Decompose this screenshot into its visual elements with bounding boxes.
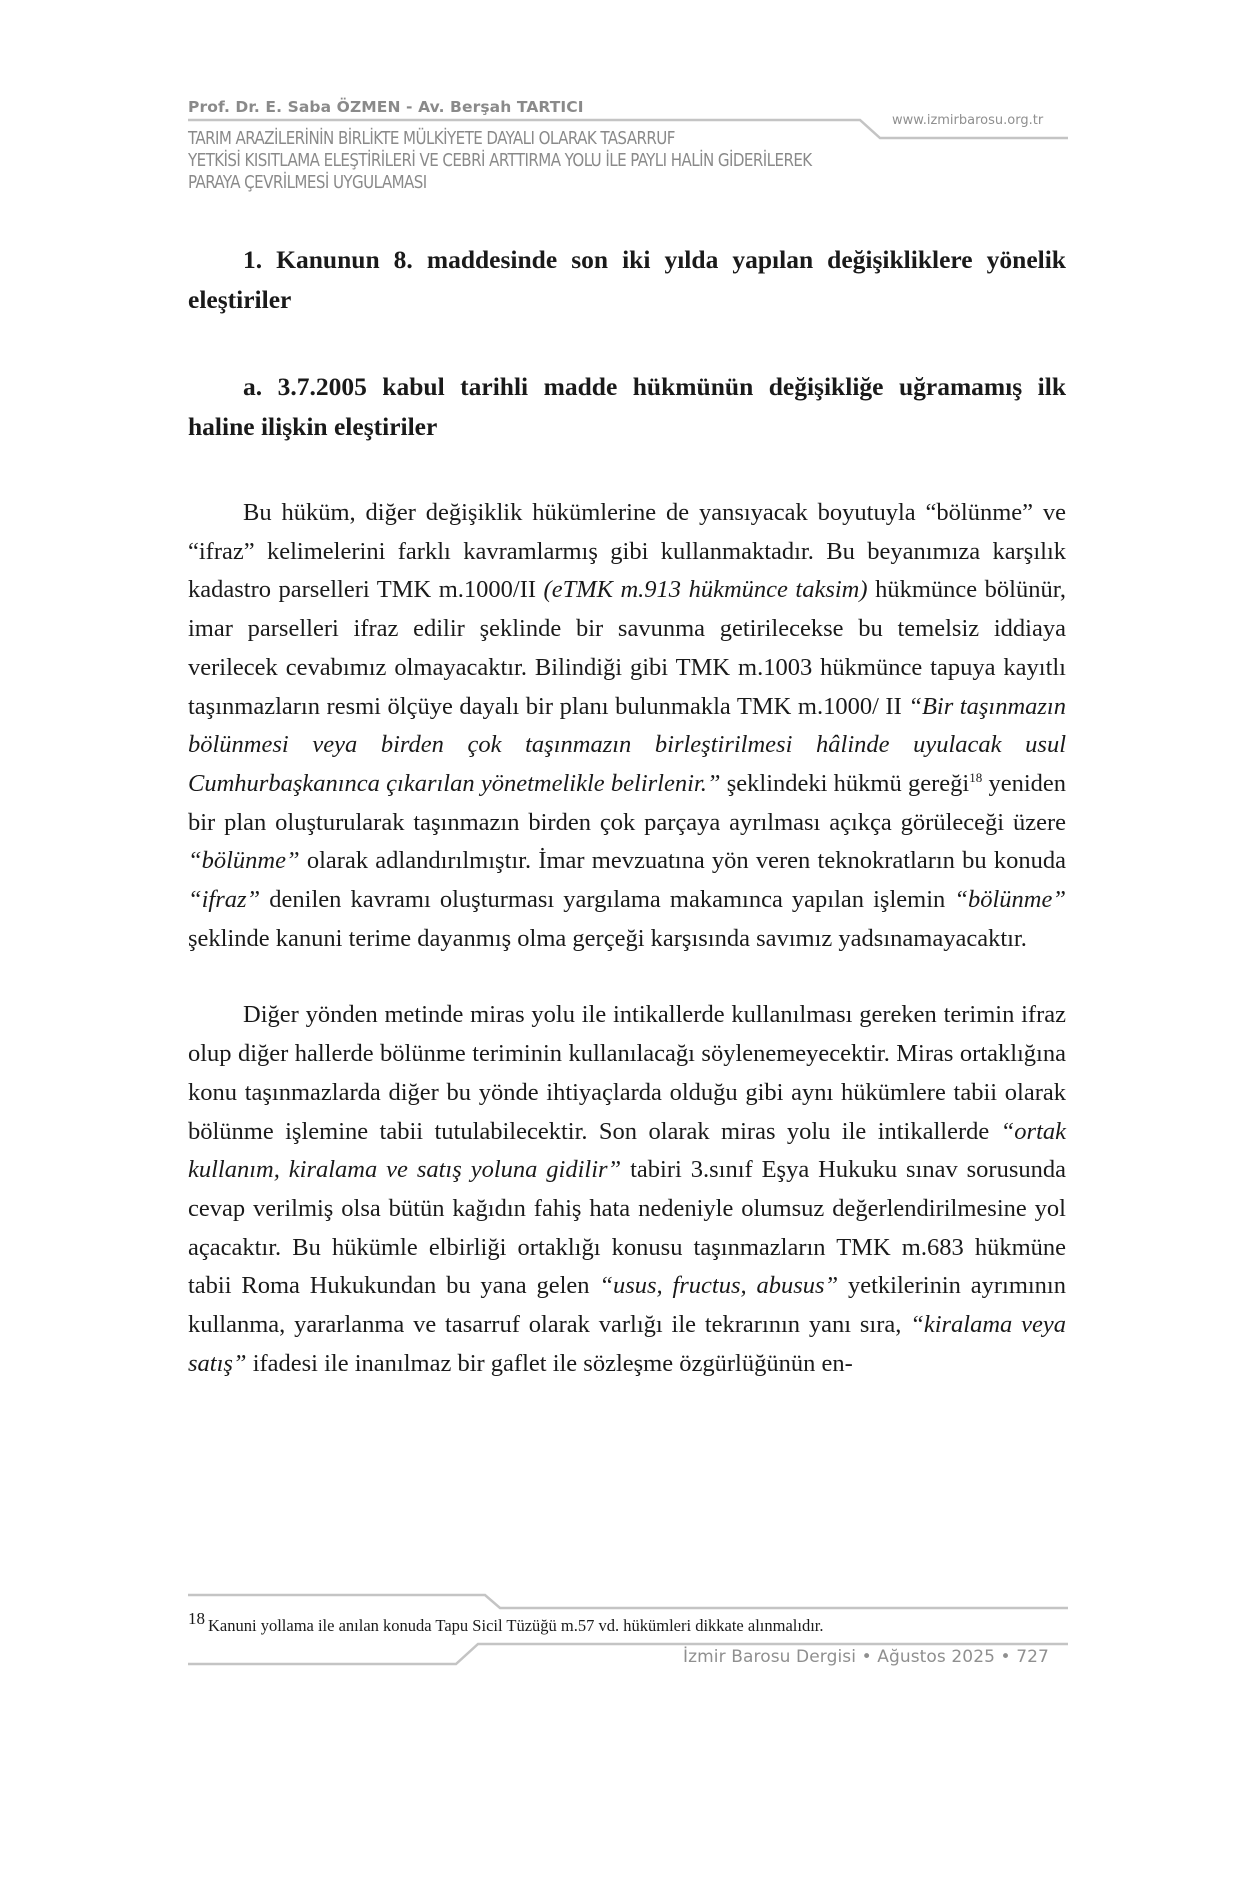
italic-quote: “kiralama veya satış” xyxy=(188,1311,1066,1377)
italic-run: “bölünme” xyxy=(954,886,1066,914)
text-run: Bu hüküm, diğer değişiklik hükümlerine de yansıyacak boyutuyla “bölünme” ve “ifraz” kelimelerini farklı kavramlarmış gibi kullanmaktadır. Bu beyanımıza karşılık kadastro parselleri TMK m.1000/II xyxy=(188,499,1066,604)
italic-run: “ifraz” xyxy=(188,886,261,914)
text-run: şeklindeki hükmü gereği xyxy=(720,769,970,797)
text-run: yetkilerinin ayrımının kullanma, yararlanma ve tasarruf olarak varlığı ile tekrarının yanı sıra, xyxy=(188,1272,1066,1339)
italic-run: (eTMK m.913 hükmünce taksim) xyxy=(543,576,868,604)
footnote-number: 18 xyxy=(188,1609,205,1628)
header-title-line: YETKİSİ KISITLAMA ELEŞTİRİLERİ VE CEBRİ ARTTIRMA YOLU İLE PAYLI HALİN GİDERİLEREK xyxy=(188,150,812,171)
text-run: tabiri 3.sınıf Eşya Hukuku sınav sorusunda cevap verilmiş olsa bütün kağıdın fahiş hata nedeniyle olumsuz değerlendirilmesine yol açacaktır. Bu hükümle elbirliği ortaklığı konusu taşınmazların TMK m.683 hükmüne tabii Roma Hukukundan bu yana gelen xyxy=(188,1156,1066,1300)
footnote xyxy=(188,1609,1068,1636)
italic-run: “bölünme” xyxy=(188,847,300,875)
italic-quote: “Bir taşınmazın bölünmesi veya birden çok taşınmazın birleştirilmesi hâlinde uyulacak usul Cumhurbaşkanınca çıkarılan yönetmelikle belirlenir.” xyxy=(188,692,1066,797)
header-authors: Prof. Dr. E. Saba ÖZMEN - Av. Berşah TARTICI xyxy=(188,98,584,116)
italic-quote: “usus, fructus, abusus” xyxy=(599,1272,839,1300)
header-title-line: TARIM ARAZİLERİNİN BİRLİKTE MÜLKİYETE DAYALI OLARAK TASARRUF xyxy=(188,128,675,149)
section-heading: 1. Kanunun 8. maddesinde son iki yılda yapılan değişikliklere yönelik eleştiriler xyxy=(188,245,1066,314)
text-run: yeniden bir plan oluşturularak taşınmazın birden çok parçaya ayrılması açıkça görüleceği üzere xyxy=(188,769,1067,836)
header-website-link[interactable]: www.izmirbarosu.org.tr xyxy=(892,113,1044,128)
text-run: denilen kavramı oluşturması yargılama makamınca yapılan işlemin xyxy=(260,886,955,914)
text-run: hükmünce bölünür, imar parselleri ifraz edilir şeklinde bir savunma getirilecekse bu temelsiz iddiaya verilecek cevabımız olmayacaktır. Bilindiği gibi TMK m.1003 hükmünce tapuya kayıtlı taşınmazların resmi ölçüye dayalı bir planı bulunmakla TMK m.1000/ II xyxy=(188,576,1067,720)
footer-journal-info: İzmir Barosu Dergisi • Ağustos 2025 • 727 xyxy=(683,1647,1049,1667)
subsection-heading: a. 3.7.2005 kabul tarihli madde hükmünün değişikliğe uğramamış ilk haline ilişkin eleştiriler xyxy=(188,372,1066,441)
text-run: Diğer yönden metinde miras yolu ile intikallerde kullanılması gereken terimin ifraz olup diğer hallerde bölünme teriminin kullanılacağı söylenemeyecektir. Miras ortaklığına konu taşınmazlarda diğer bu yönde ihtiyaçlarda olduğu gibi aynı hükümlere tabii olarak bölünme işlemine tabii tutulabilecektir. Son olarak miras yolu ile intikallerde xyxy=(188,1001,1066,1145)
header-title-line: PARAYA ÇEVRİLMESİ UYGULAMASI xyxy=(188,172,427,193)
text-run: şeklinde kanuni terime dayanmış olma gerçeği karşısında savımız yadsınamayacaktır. xyxy=(188,924,1027,952)
text-run: ifadesi ile inanılmaz bir gaflet ile sözleşme özgürlüğünün en- xyxy=(246,1349,853,1377)
footnote-text: Kanuni yollama ile anılan konuda Tapu Sicil Tüzüğü m.57 vd. hükümleri dikkate alınmalıdır. xyxy=(208,1616,824,1635)
text-run: olarak adlandırılmıştır. İmar mevzuatına yön veren teknokratların bu konuda xyxy=(299,847,1066,875)
footnote-reference[interactable]: 18 xyxy=(969,769,983,785)
italic-quote: “ortak kullanım, kiralama ve satış yoluna gidilir” xyxy=(188,1117,1066,1184)
